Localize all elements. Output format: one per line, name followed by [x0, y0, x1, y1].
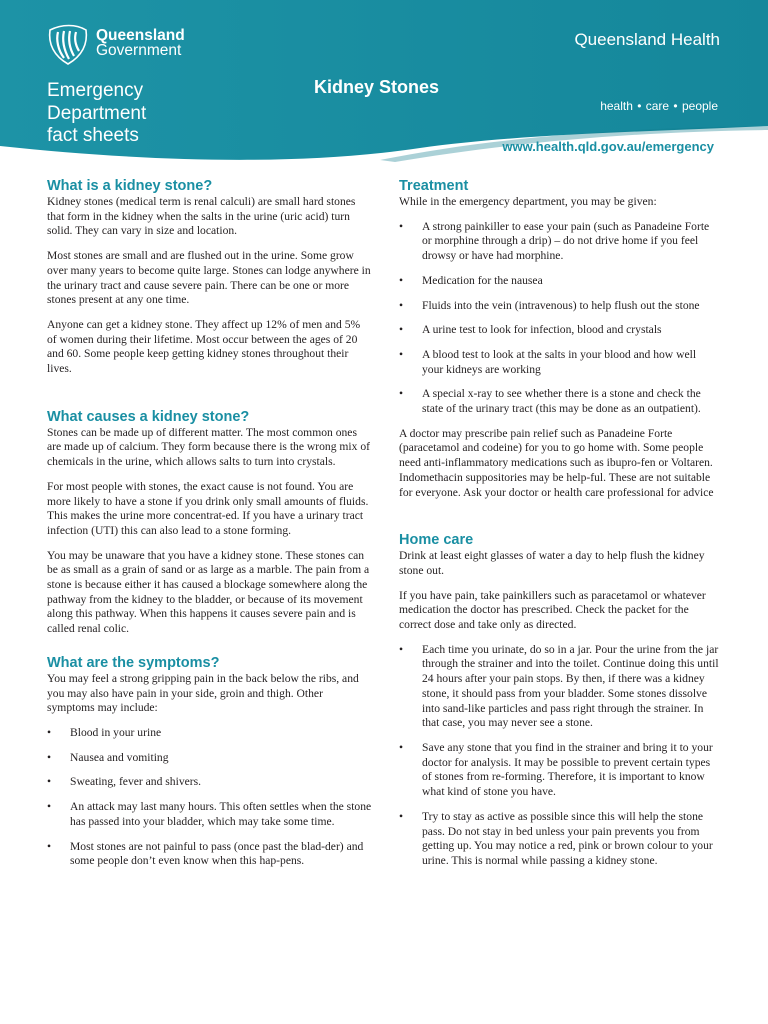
paragraph: Kidney stones (medical term is renal calculi) are small hard stones that form in the kidney when the salts in the urine (uric acid) turn solid. They can vary in size and location.: [47, 195, 356, 238]
bullet-icon: •: [47, 800, 52, 814]
list-item: [399, 643, 719, 731]
bullet-icon: •: [47, 725, 52, 739]
bullet-icon: •: [47, 750, 52, 764]
paragraph: You may feel a strong gripping pain in the back below the ribs, and you may also have pain in your side, groin and thigh. Other symptoms may include:: [47, 671, 359, 715]
bullet-icon: •: [47, 839, 52, 853]
paragraph: If you have pain, take painkillers such as paracetamol or whatever medication the doctor has prescribed. Check the packet for the correct dose and take only as directed.: [399, 588, 706, 632]
page-title: Kidney Stones: [314, 77, 440, 97]
paragraph: Stones can be made up of different matter. The most common ones are made up of calcium. They form because there is the wrong mix of chemicals in the urine, which allows salts to turn into crystals.: [47, 425, 371, 469]
paragraph: You may be unaware that you have a kidney stone. These stones can be as small as a grain of sand or as large as a marble. The pain from a stone is because either it has caused a blockage somewhere along the pathway from the kidney to the bladder, or because of its movement along this pathway. When this happens it causes severe pain and is called renal colic.: [47, 548, 370, 636]
list-item: [47, 840, 372, 869]
tagline: health • care • people: [600, 99, 718, 113]
list-item: [47, 726, 372, 741]
series-line-1: Emergency: [47, 80, 144, 101]
section-heading: Treatment: [399, 178, 469, 194]
section-heading: Home care: [399, 532, 474, 549]
list-item-text: An attack may last many hours. This often settles when the stone has passed into your bladder, which may take some time.: [70, 800, 372, 828]
series-line-3: fact sheets: [47, 125, 139, 146]
bullet-icon: •: [399, 273, 404, 287]
section-symptoms: [47, 655, 372, 869]
section-home-care: [399, 532, 719, 868]
list-item-text: Sweating, fever and shivers.: [70, 775, 202, 789]
paragraph: While in the emergency department, you may be given:: [399, 195, 657, 208]
list-item: [47, 751, 372, 766]
list-item-text: A blood test to look at the salts in your blood and how well your kidneys are working: [422, 347, 697, 376]
bullet-icon: •: [399, 809, 404, 823]
bullet-icon: •: [399, 387, 404, 401]
organisation-name: Queensland Health: [574, 30, 720, 49]
list-item-text: Fluids into the vein (intravenous) to help flush out the stone: [422, 298, 700, 312]
list-item-text: A special x-ray to see whether there is a stone and check the state of the urinary tract (this may be done as an outpatient).: [422, 387, 701, 416]
bullet-icon: •: [399, 740, 404, 754]
section-heading: What causes a kidney stone?: [47, 408, 250, 425]
list-item: [399, 274, 719, 289]
section-heading: What are the symptoms?: [47, 654, 220, 671]
fact-sheet-series: [47, 80, 146, 148]
paragraph: For most people with stones, the exact cause is not found. You are more likely to have a stone if you drink only small amounts of fluids. This makes the urine more concentrat-ed. If you have a urinary tract infection (UTI) this can also lead to a stone forming.: [47, 479, 369, 537]
home-care-list: [399, 643, 719, 869]
website-link[interactable]: www.health.qld.gov.au/emergency: [502, 139, 714, 154]
government-wordmark: [96, 28, 185, 58]
list-item-text: Medication for the nausea: [422, 273, 543, 287]
list-item-text: A strong painkiller to ease your pain (such as Panadeine Forte or morphine through a drip) – do not drive home if you feel drowsy or have had morphine.: [422, 219, 710, 263]
list-item: [399, 323, 719, 338]
list-item: [399, 348, 719, 377]
queensland-government-crest-icon: [46, 22, 90, 66]
bullet-icon: •: [399, 642, 404, 656]
bullet-icon: •: [399, 323, 404, 337]
paragraph: Drink at least eight glasses of water a day to help flush the kidney stone out.: [399, 549, 705, 577]
list-item-text: Try to stay as active as possible since this will help the stone pass. Do not stay in bed unless your pain prevents you from getting up. You may notice a red, pink or brown colour to your urine. This is normal while passing a kidney stone.: [422, 809, 713, 867]
section-heading: What is a kidney stone?: [47, 178, 213, 194]
section-what-is-kidney-stone: [47, 178, 372, 377]
paragraph: A doctor may prescribe pain relief such as Panadeine Forte (paracetamol and codeine) for you to go home with. Some people need anti-inflammatory medications such as ibupro-fen or Voltaren. Indomethacin suppositories may be help-ful. These are not suitable for everyone. Ask your doctor or health care professional for advice: [399, 426, 714, 499]
paragraph: Anyone can get a kidney stone. They affect up 12% of men and 5% of women during their lifetime. Most occur between the ages of 20 and 60. Some people keep getting kidney stones throughout their lives.: [47, 317, 361, 376]
list-item: [399, 810, 719, 869]
page-header: [0, 0, 768, 165]
bullet-icon: •: [399, 347, 404, 361]
section-causes: [47, 409, 372, 637]
wordmark-line-1: Queensland: [96, 27, 185, 44]
right-column: [399, 178, 719, 879]
paragraph: Most stones are small and are flushed out in the urine. Some grow over many years to become quite large. Stones can lodge anywhere in the urinary tract and cause severe pain. There can be one or more stones present at any one time.: [47, 249, 371, 307]
bullet-icon: •: [47, 775, 52, 789]
list-item: [47, 800, 372, 829]
bullet-icon: •: [399, 298, 404, 312]
list-item-text: Each time you urinate, do so in a jar. Pour the urine from the jar through the strainer and into the toilet. Continue doing this until 24 hours after your pain stops. By then, if there was a kidney stone, it should pass from your bladder. Some stones dissolve into sand-like particles and pass right through the strainer. In that case, you may never see a stone.: [422, 642, 719, 730]
list-item: [399, 220, 719, 264]
list-item-text: Most stones are not painful to pass (once past the blad-der) and some people don’t even know when this hap-pens.: [70, 839, 364, 868]
list-item-text: Nausea and vomiting: [70, 750, 169, 764]
treatment-list: [399, 220, 719, 417]
list-item-text: Save any stone that you find in the strainer and bring it to your doctor for analysis. It may be possible to prevent certain types of stones from re-forming. Therefore, it is important to know what kind of stone you have.: [422, 740, 713, 799]
section-treatment: [399, 178, 719, 500]
list-item: [399, 299, 719, 314]
series-line-2: Department: [47, 102, 147, 124]
left-column: [47, 178, 372, 879]
wordmark-line-2: Government: [96, 42, 182, 59]
list-item-text: A urine test to look for infection, blood and crystals: [422, 323, 662, 337]
list-item: [399, 387, 719, 416]
list-item: [47, 775, 372, 790]
symptoms-list: [47, 726, 372, 869]
list-item-text: Blood in your urine: [70, 725, 162, 739]
list-item: [399, 741, 719, 800]
bullet-icon: •: [399, 219, 404, 233]
